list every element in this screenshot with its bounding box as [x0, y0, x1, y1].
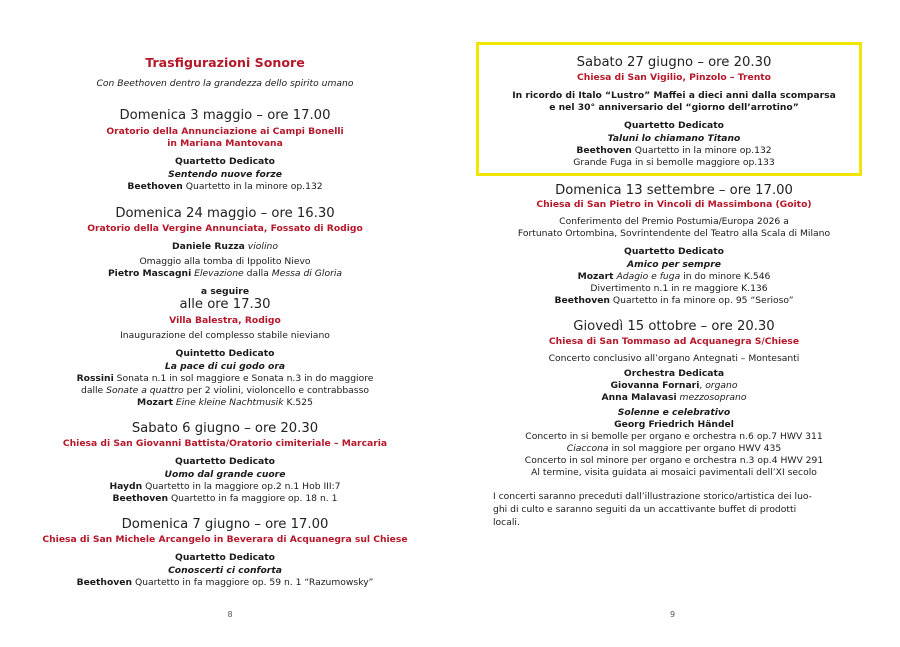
event-date: Sabato 27 giugno – ore 20.30 — [576, 55, 772, 70]
event-venue: Villa Balestra, Rodigo — [169, 315, 281, 326]
program-title: Conoscerti ci conforta — [168, 565, 282, 576]
ensemble: Orchestra Dedicata — [623, 368, 725, 379]
program-title: Amico per sempre — [627, 259, 721, 270]
program-title: Taluni lo chiamano Titano — [607, 133, 741, 144]
closing-paragraph: I concerti saranno preceduti dall’illustrazione storico/artistica dei luo- ghi di culto e saranno seguiti da un accattivante buffet di prodotti locali. — [493, 491, 812, 528]
program-line: Mozart Adagio e fuga in do minore K.546 — [577, 271, 771, 282]
ensemble: Quartetto Dedicato — [175, 456, 275, 467]
program-line: Grande Fuga in si bemolle maggiore op.133 — [573, 157, 775, 168]
program-line: Beethoven Quartetto in la minore op.132 — [127, 181, 323, 192]
right-page — [450, 0, 900, 647]
program-title: Sentendo nuove forze — [168, 169, 282, 180]
event-date: Sabato 6 giugno – ore 20.30 — [131, 421, 319, 436]
performer: Daniele Ruzza violino — [172, 241, 278, 252]
event-date: Domenica 7 giugno – ore 17.00 — [121, 517, 329, 532]
program-line: Ciaccona in sol maggiore per organo HWV 435 — [566, 443, 782, 454]
award-line: Fortunato Ortombina, Sovrintendente del Teatro alla Scala di Milano — [517, 228, 831, 239]
event-date: Domenica 24 maggio – ore 16.30 — [115, 206, 335, 221]
dedication: e nel 30° anniversario del “giorno dell’arrotino” — [549, 102, 799, 113]
event-venue: Chiesa di San Vigilio, Pinzolo – Trento — [577, 72, 771, 83]
ensemble: Quintetto Dedicato — [175, 348, 275, 359]
performer: Giovanna Fornari, organo — [610, 380, 738, 391]
program-line: Beethoven Quartetto in fa minore op. 95 “Serioso” — [554, 295, 794, 306]
event-note: Inaugurazione del complesso stabile nieviano — [120, 330, 330, 341]
award-line: Conferimento del Premio Postumia/Europa 2026 a — [559, 216, 789, 227]
program-title: Solenne e celebrativo — [617, 407, 731, 418]
program-line: Beethoven Quartetto in la minore op.132 — [576, 145, 772, 156]
ensemble: Quartetto Dedicato — [175, 552, 275, 563]
program-title: La pace di cui godo ora — [164, 361, 286, 372]
performer: Anna Malavasi mezzosoprano — [601, 392, 747, 403]
event-venue: Oratorio della Annunciazione ai Campi Bonelli — [106, 126, 344, 137]
event-date: Domenica 3 maggio – ore 17.00 — [119, 108, 331, 123]
program-line: Al termine, visita guidata ai mosaici pavimentali dell’XI secolo — [531, 467, 817, 478]
ensemble: Quartetto Dedicato — [175, 156, 275, 167]
program-line: Beethoven Quartetto in fa maggiore op. 59 n. 1 “Razumowsky” — [76, 577, 374, 588]
program-line: Concerto in sol minore per organo e orchestra n.3 op.4 HWV 291 — [524, 455, 824, 466]
program-line: Haydn Quartetto in la maggiore op.2 n.1 Hob III:7 — [109, 481, 341, 492]
event-venue: in Mariana Mantovana — [167, 138, 283, 149]
program-line: Rossini Sonata n.1 in sol maggiore e Sonata n.3 in do maggiore — [76, 373, 374, 384]
event-venue: Chiesa di San Giovanni Battista/Oratorio cimiteriale – Marcaria — [62, 438, 388, 449]
ensemble: Quartetto Dedicato — [624, 120, 724, 131]
event-venue: Chiesa di San Michele Arcangelo in Beverara di Acquanegra sul Chiese — [42, 534, 408, 545]
dedication: In ricordo di Italo “Lustro” Maffei a dieci anni dalla scomparsa — [512, 90, 836, 101]
program-line: Mozart Eine kleine Nachtmusik K.525 — [137, 397, 313, 408]
concert-note: Concerto conclusivo all’organo Antegnati – Montesanti — [548, 353, 800, 364]
program-line: Concerto in si bemolle per organo e orchestra n.6 op.7 HWV 311 — [525, 431, 823, 442]
event-date: Domenica 13 settembre – ore 17.00 — [555, 183, 793, 198]
program-line: Pietro Mascagni Elevazione dalla Messa di Gloria — [107, 268, 343, 279]
program-line: Divertimento n.1 in re maggiore K.136 — [590, 283, 768, 294]
program-title: Uomo dal grande cuore — [164, 469, 286, 480]
ensemble: Quartetto Dedicato — [624, 246, 724, 257]
follow-label: a seguire — [200, 286, 250, 297]
page-number: 9 — [669, 610, 676, 619]
event-date: Giovedì 15 ottobre – ore 20.30 — [573, 319, 775, 334]
page-number: 8 — [227, 610, 233, 619]
program-line: Omaggio alla tomba di Ippolito Nievo — [139, 256, 311, 267]
event-time: alle ore 17.30 — [179, 297, 271, 312]
program-line: dalle Sonate a quattro per 2 violini, violoncello e contrabbasso — [80, 385, 369, 396]
event-venue: Chiesa di San Pietro in Vincoli di Massimbona (Goito) — [536, 199, 812, 210]
page-title: Trasfigurazioni Sonore — [145, 55, 305, 70]
event-venue: Oratorio della Vergine Annunciata, Fossato di Rodigo — [87, 223, 363, 234]
event-venue: Chiesa di San Tommaso ad Acquanegra S/Chiese — [548, 336, 800, 347]
composer: Georg Friedrich Händel — [614, 419, 734, 430]
page-subtitle: Con Beethoven dentro la grandezza dello spirito umano — [96, 78, 354, 89]
program-line: Beethoven Quartetto in fa maggiore op. 18 n. 1 — [112, 493, 338, 504]
